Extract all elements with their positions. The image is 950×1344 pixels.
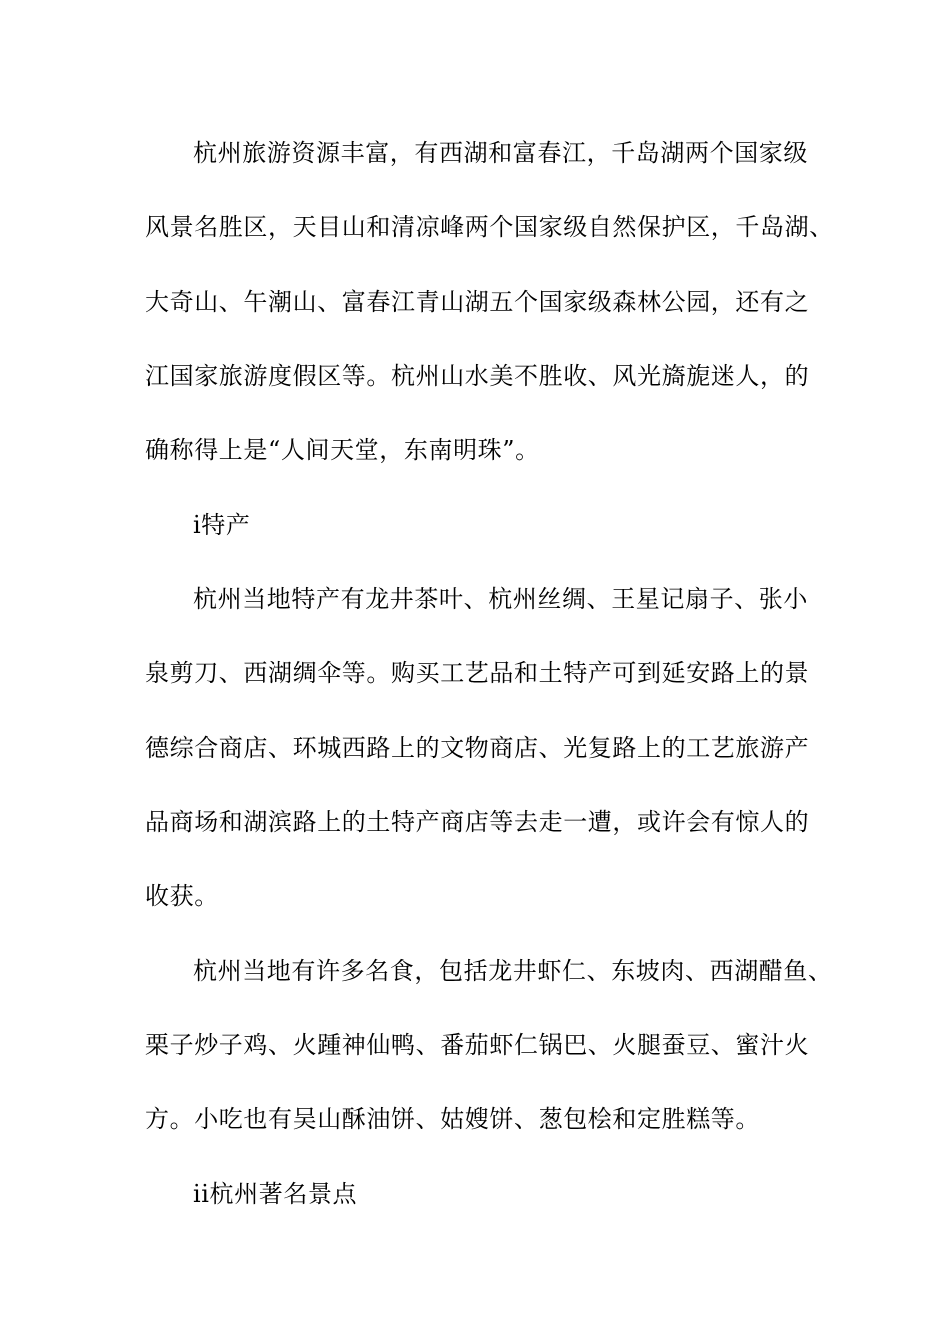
paragraph-2-line-2: 泉剪刀、西湖绸伞等。购买工艺品和土特产可到延安路上的景 (145, 659, 810, 687)
paragraph-2-line-5: 收获。 (145, 882, 219, 910)
paragraph-2-line-3: 德综合商店、环城西路上的文物商店、光复路上的工艺旅游产 (145, 734, 810, 762)
paragraph-1-line-3: 大奇山、午潮山、富春江青山湖五个国家级森林公园，还有之 (145, 288, 810, 316)
section-heading-famous-attractions: ii杭州著名景点 (193, 1180, 358, 1208)
paragraph-1-line-5: 确称得上是“人间天堂，东南明珠”。 (145, 436, 540, 464)
paragraph-1-line-2: 风景名胜区，天目山和清凉峰两个国家级自然保护区，千岛湖、 (145, 213, 834, 241)
paragraph-1-line-1: 杭州旅游资源丰富，有西湖和富春江，千岛湖两个国家级 (193, 139, 808, 167)
paragraph-1-line-4: 江国家旅游度假区等。杭州山水美不胜收、风光旖旎迷人，的 (145, 362, 810, 390)
paragraph-3-line-2: 栗子炒子鸡、火踵神仙鸭、番茄虾仁锅巴、火腿蚕豆、蜜汁火 (145, 1031, 810, 1059)
paragraph-2-line-1: 杭州当地特产有龙井茶叶、杭州丝绸、王星记扇子、张小 (193, 585, 808, 613)
section-heading-specialties: i特产 (193, 511, 251, 539)
paragraph-2-line-4: 品商场和湖滨路上的土特产商店等去走一遭，或许会有惊人的 (145, 808, 810, 836)
paragraph-3-line-1: 杭州当地有许多名食，包括龙井虾仁、东坡肉、西湖醋鱼、 (193, 957, 833, 985)
paragraph-3-line-3: 方。小吃也有吴山酥油饼、姑嫂饼、葱包桧和定胜糕等。 (145, 1105, 760, 1133)
